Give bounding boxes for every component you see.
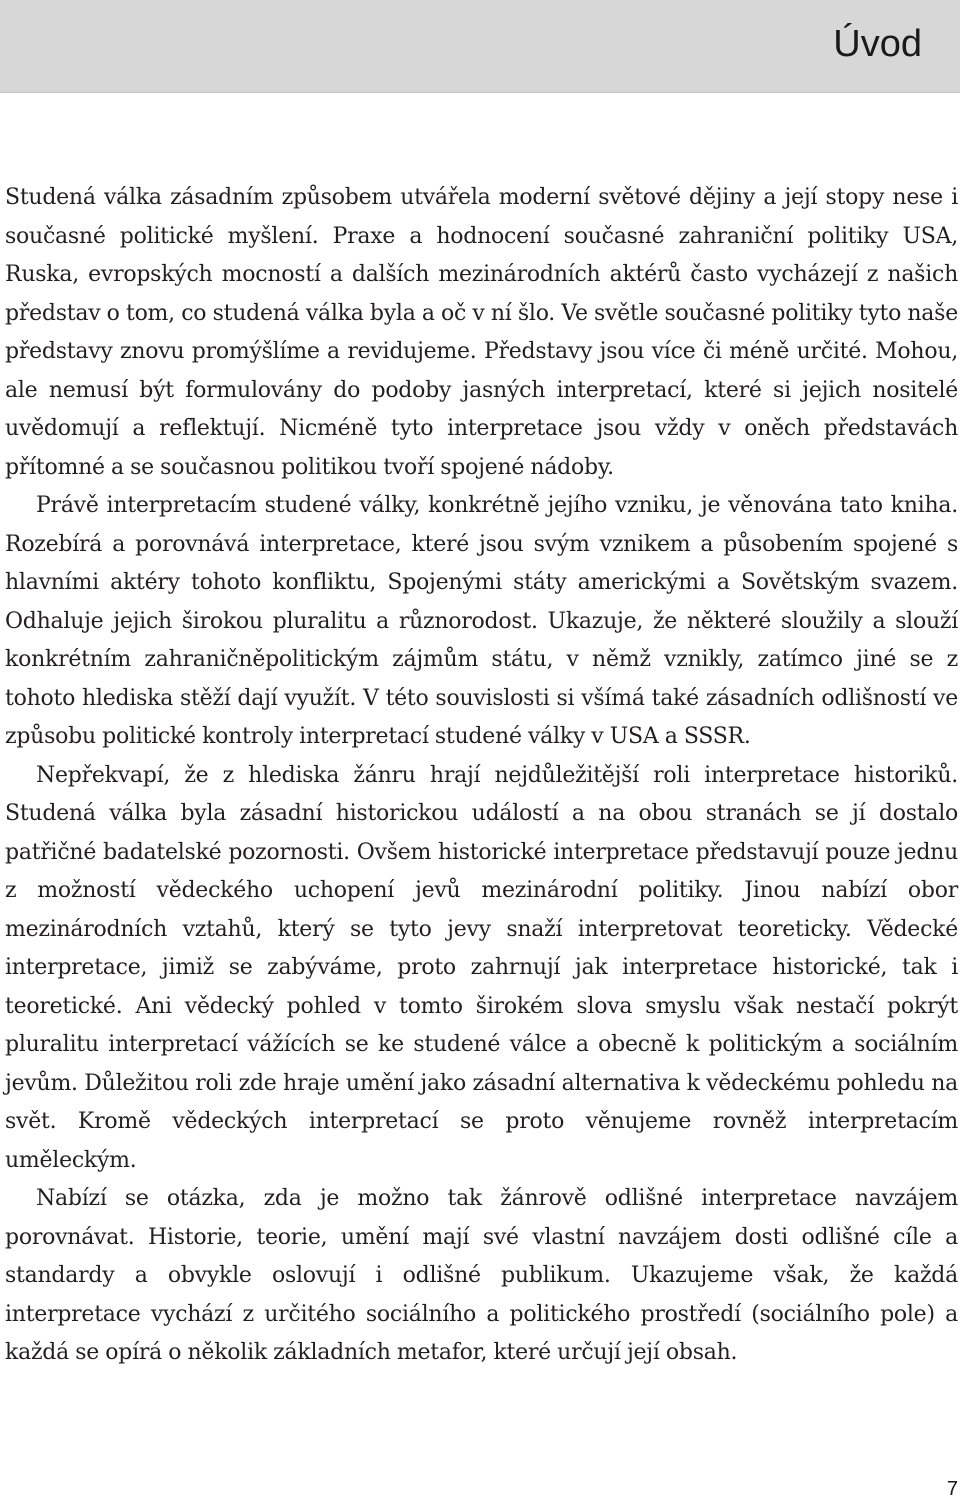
paragraph: Právě interpretacím studené války, konkrétně jejího vzniku, je věnována tato kniha. Rozebírá a porovnává interpretace, které jsou svým vznikem a působením spojené s hlavními aktéry tohoto konfliktu, Spojenými státy americkými a Sovětským svazem. Odhaluje jejich širokou pluralitu a různorodost. Ukazuje, že některé sloužily a slouží konkrétním zahraničněpolitickým zájmům státu, v němž vznikly, zatímco jiné se z tohoto hlediska stěží dají využít. V této souvislosti si všímá také zásadních odlišností ve způsobu politické kontroly interpretací studené války v USA a SSSR. (5, 493, 958, 749)
paragraph: Nepřekvapí, že z hlediska žánru hrají nejdůležitější roli interpretace historiků. Studená válka byla zásadní historickou událostí a na obou stranách se jí dostalo patřičné badatelské pozornosti. Ovšem historické interpretace představují pouze jednu z možností vědeckého uchopení jevů mezinárodní politiky. Jinou nabízí obor mezinárodních vztahů, který se tyto jevy snaží interpretovat teoreticky. Vědecké interpretace, jimiž se zabýváme, proto zahrnují jak interpretace historické, tak i teoretické. Ani vědecký pohled v tomto širokém slova smyslu však nestačí pokrýt pluralitu interpretací vážících se ke studené válce a obecně k politickým a sociálním jevům. Důležitou roli zde hraje umění jako zásadní alternativa k vědeckému pohledu na svět. Kromě vědeckých interpretací se proto věnujeme rovněž interpretacím uměleckým. (5, 762, 958, 1173)
paragraph: Studená válka zásadním způsobem utvářela moderní světové dějiny a její stopy nese i současné politické myšlení. Praxe a hodnocení současné zahraniční politiky USA, Ruska, evropských mocností a dalších mezinárodních aktérů často vycházejí z našich představ o tom, co studená válka byla a oč v ní šlo. Ve světle současné politiky tyto naše představy znovu promýšlíme a revidujeme. Představy jsou více či méně určité. Mohou, ale nemusí být formulovány do podoby jasných interpretací, které si jejich nositelé uvědomují a reflektují. Nicméně tyto interpretace jsou vždy v oněch představách přítomné a se současnou politikou tvoří spojené nádoby. (5, 185, 958, 480)
body-text (5, 179, 958, 1373)
chapter-header-band (0, 0, 960, 93)
paragraph: Nabízí se otázka, zda je možno tak žánrově odlišné interpretace navzájem porovnávat. Historie, teorie, umění mají své vlastní navzájem dosti odlišné cíle a standardy a obvykle oslovují i odlišné publikum. Ukazujeme však, že každá interpretace vychází z určitého sociálního a politického prostředí (sociálního pole) a každá se opírá o několik základních metafor, které určují její obsah. (5, 1186, 958, 1365)
page-number: 7 (946, 1478, 958, 1500)
chapter-title: Úvod (833, 23, 922, 65)
